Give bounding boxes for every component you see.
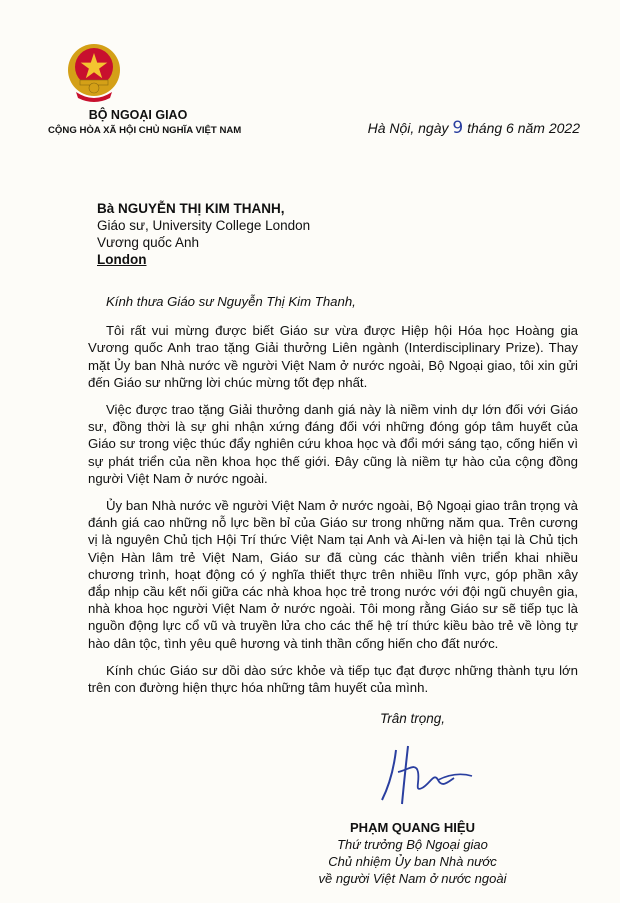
recipient-block bbox=[97, 200, 310, 268]
signer-title-1: Thứ trưởng Bộ Ngoại giao bbox=[337, 837, 488, 852]
salutation: Kính thưa Giáo sư Nguyễn Thị Kim Thanh, bbox=[106, 294, 356, 309]
recipient-line-1: Giáo sư, University College London bbox=[97, 218, 311, 233]
national-emblem-icon bbox=[66, 42, 122, 102]
closing: Trân trọng, bbox=[380, 711, 446, 726]
signer-title-2: Chủ nhiệm Ủy ban Nhà nước bbox=[328, 854, 497, 869]
dateline bbox=[330, 118, 580, 138]
recipient-line-2: Vương quốc Anh bbox=[97, 235, 199, 250]
signer-title-3: về người Việt Nam ở nước ngoài bbox=[318, 871, 507, 886]
dateline-prefix: Hà Nội, ngày bbox=[367, 120, 449, 136]
letter-body bbox=[88, 293, 578, 706]
recipient-city: London bbox=[97, 252, 147, 267]
paragraph-4: Kính chúc Giáo sư dồi dào sức khỏe và tiếp tục đạt được những thành tựu lớn trên con đường hiện thực hóa những tâm huyết của mình. bbox=[88, 662, 578, 696]
signer-block bbox=[300, 819, 525, 887]
dateline-day: 9 bbox=[452, 118, 464, 138]
paragraph-2: Việc được trao tặng Giải thưởng danh giá này là niềm vinh dự lớn đối với Giáo sư, đồng thời là sự ghi nhận xứng đáng đối với những đóng góp tâm huyết của Giáo sư trong việc thúc đẩy nghiên cứu khoa học và đổi mới sáng tạo, cống hiến vì sự phát triển của nền khoa học thế giới. Đây cũng là niềm tự hào của cộng đồng người Việt Nam ở nước ngoài. bbox=[88, 402, 578, 486]
handwritten-signature-icon bbox=[368, 742, 488, 812]
dateline-month-year: tháng 6 năm 2022 bbox=[467, 120, 580, 136]
ministry-name: BỘ NGOẠI GIAO bbox=[88, 108, 188, 122]
paragraph-1: Tôi rất vui mừng được biết Giáo sư vừa được Hiệp hội Hóa học Hoàng gia Vương quốc Anh trao tặng Giải thưởng Liên ngành (Interdisciplinary Prize). Thay mặt Ủy ban Nhà nước về người Việt Nam ở nước ngoài, Bộ Ngoại giao, tôi xin gửi đến Giáo sư những lời chúc mừng tốt đẹp nhất. bbox=[88, 323, 578, 390]
recipient-name: Bà NGUYỄN THỊ KIM THANH, bbox=[97, 201, 285, 216]
country-name: CỘNG HÒA XÃ HỘI CHỦ NGHĨA VIỆT NAM bbox=[48, 125, 242, 136]
issuer-block bbox=[48, 107, 242, 139]
signer-name: PHẠM QUANG HIỆU bbox=[350, 820, 475, 835]
paragraph-3: Ủy ban Nhà nước về người Việt Nam ở nước ngoài, Bộ Ngoại giao trân trọng và đánh giá cao những nỗ lực bền bỉ của Giáo sư trong những năm qua. Trên cương vị là nguyên Chủ tịch Hội Trí thức Việt Nam tại Anh và Ai-len và hiện tại là Chủ tịch Viện Hàn lâm trẻ Việt Nam, Giáo sư đã cùng các thành viên triển khai nhiều chương trình, hoạt động có ý nghĩa thiết thực trên nhiều lĩnh vực, góp phần xây đắp nhịp cầu kết nối giữa các nhà khoa học trẻ trong nước với đội ngũ chuyên gia, nhà khoa học người Việt Nam ở nước ngoài. Tôi mong rằng Giáo sư sẽ tiếp tục là nguồn động lực cổ vũ và truyền lửa cho các thế hệ trí thức kiều bào trẻ về lòng tự hào dân tộc, tình yêu quê hương và tinh thần cống hiến cho đất nước. bbox=[88, 498, 578, 651]
